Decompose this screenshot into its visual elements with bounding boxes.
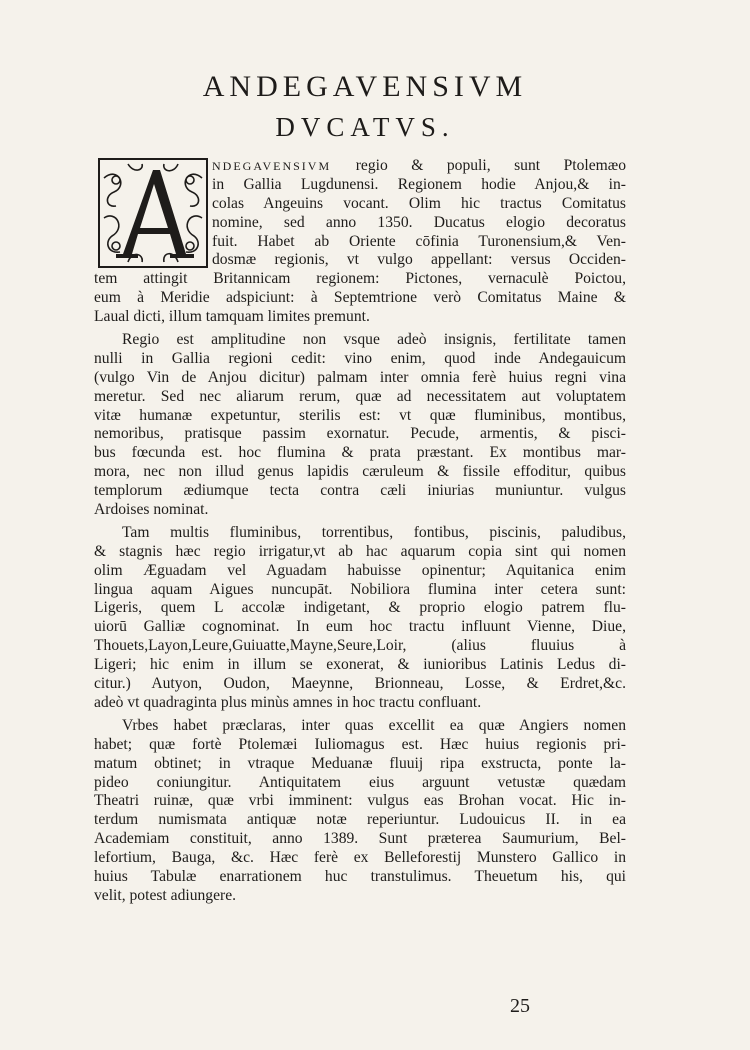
text-line xyxy=(94,562,626,581)
line-text: tem attingit Britannicam regionem: Pictones, vernaculè Poictou, xyxy=(94,270,626,288)
page-title: ANDEGAVENSIVM xyxy=(202,70,528,103)
line-text: olim Æguadam vel Aguadam habuisse opinentur; Aquitanica enim xyxy=(94,561,626,579)
line-text: mora, nec non illud genus lapidis cæruleum & fissile effoditur, quibus xyxy=(94,463,626,481)
text-line xyxy=(94,369,626,388)
text-line xyxy=(94,350,626,369)
text-line xyxy=(94,233,626,252)
line-text: eum à Meridie adspiciunt: à Septemtrione verò Comitatus Maine & xyxy=(94,289,626,307)
line-text: vitæ humanæ expetuntur, sterilis est: vt quæ fluminibus, montibus, xyxy=(94,406,626,424)
text-line xyxy=(94,289,626,308)
text-line xyxy=(94,736,626,755)
text-line xyxy=(94,501,626,520)
line-text: & stagnis hæc regio irrigatur,vt ab hac aquarum copia sint qui nomen xyxy=(94,542,626,560)
text-line xyxy=(94,792,626,811)
line-text: habet; quæ fortè Ptolemæi Iuliomagus est. Hæc huius regionis pri- xyxy=(94,735,626,753)
line-text: nemoribus, pratisque passim exornatur. Pecude, armentis, & pisci- xyxy=(94,425,626,443)
line-text: Tam multis fluminibus, torrentibus, fontibus, piscinis, paludibus, xyxy=(122,523,626,541)
line-text: lingua aquam Aigues nuncupāt. Nobiliora flumina inter cetera sunt: xyxy=(94,580,626,598)
line-text: Laual dicti, illum tamquam limites premunt. xyxy=(94,308,370,326)
text-line xyxy=(94,425,626,444)
text-line xyxy=(94,157,626,176)
text-line xyxy=(94,407,626,426)
line-text: dosmæ regionis, vt vulgo appellant: versus Occiden- xyxy=(212,251,626,269)
text-line xyxy=(94,811,626,830)
line-text: matum obtinet; in vtraque Meduanæ fluuij ripa exstructa, ponte la- xyxy=(94,754,626,772)
line-text: citur.) Autyon, Oudon, Maeynne, Brionneau, Losse, & Erdret,&c. xyxy=(94,675,626,693)
line-text: (vulgo Vin de Anjou dicitur) palmam inter omnia ferè huius regni vina xyxy=(94,368,626,386)
text-line xyxy=(94,618,626,637)
line-text: Theatri ruinæ, quæ vrbi imminent: vulgus eas Brohan vocat. Hic in- xyxy=(94,792,626,810)
line-text: fuit. Habet ab Oriente cōfinia Turonensium,& Ven- xyxy=(212,232,626,250)
text-line xyxy=(94,887,626,906)
first-word-smallcaps: NDEGAVENSIVM xyxy=(212,159,356,173)
line-text: Academiam constituit, anno 1389. Sunt præterea Saumurium, Bel- xyxy=(94,830,626,848)
line-text: templorum ædiumque tecta contra cæli iniurias muniuntur. vulgus xyxy=(94,482,626,500)
line-text: in Gallia Lugdunensi. Regionem hodie Anjou,& in- xyxy=(212,175,626,193)
line-text: huius Tabulæ enarrationem huc transtulimus. Theuetum his, qui xyxy=(94,867,626,885)
text-line xyxy=(94,524,626,543)
text-line xyxy=(94,543,626,562)
text-line xyxy=(94,270,626,289)
line-text: velit, potest adiungere. xyxy=(94,886,237,904)
text-line xyxy=(94,331,626,350)
text-line xyxy=(94,581,626,600)
line-text: Regio est amplitudine non vsque adeò insignis, fertilitate tamen xyxy=(122,331,626,349)
text-line xyxy=(94,308,626,327)
text-line xyxy=(94,694,626,713)
page-number: 25 xyxy=(510,995,530,1017)
text-line xyxy=(94,214,626,233)
line-text: Ligeri; hic enim in illum se exonerat, & iunioribus Latinis Ledus di- xyxy=(94,656,626,674)
line-text: Ardoises nominat. xyxy=(94,501,209,519)
line-text: terdum numismata antiquæ notæ reperiuntur. Ludouicus II. in ea xyxy=(94,811,626,829)
line-text: pideo coniungitur. Antiquitatem eius arguunt vetustæ quædam xyxy=(94,773,626,791)
line-text: regio & populi, sunt Ptolemæo xyxy=(355,157,626,174)
text-line xyxy=(94,868,626,887)
text-line xyxy=(94,176,626,195)
text-line xyxy=(94,830,626,849)
line-text: bus fœcunda est. hoc flumina & prata præstant. Ex montibus mar- xyxy=(94,444,626,462)
text-line xyxy=(94,599,626,618)
line-text: uiorū Galliæ cognominat. In eum hoc tractu influunt Vienne, Diue, xyxy=(94,618,626,636)
line-text: nomine, sed anno 1350. Ducatus elogio decoratus xyxy=(212,213,626,231)
text-line xyxy=(94,717,626,736)
line-text: meretur. Sed nec aliarum rerum, quæ ad necessitatem aut voluptatem xyxy=(94,387,626,405)
body-text xyxy=(94,157,626,906)
line-text: Thouets,Layon,Leure,Guiuatte,Mayne,Seure,Loir, (alius fluuius à xyxy=(94,637,626,655)
line-text: lefortium, Bauga, &c. Hæc ferè ex Belleforestij Munstero Gallico in xyxy=(94,849,626,867)
line-text: adeò vt quadraginta plus minùs amnes in hoc tractu confluant. xyxy=(94,693,482,711)
line-text: Vrbes habet præclaras, inter quas excellit ea quæ Angiers nomen xyxy=(122,716,626,734)
text-line xyxy=(94,195,626,214)
text-line xyxy=(94,849,626,868)
line-text: nulli in Gallia regioni cedit: vino enim, quod inde Andegauicum xyxy=(94,349,626,367)
text-line xyxy=(94,774,626,793)
text-line xyxy=(94,755,626,774)
text-line xyxy=(94,656,626,675)
line-text: colas Angeuins vocant. Olim hic tractus Comitatus xyxy=(212,194,626,212)
page-subtitle: DVCATVS. xyxy=(275,112,455,142)
text-line xyxy=(94,251,626,270)
line-text: Ligeris, quem L accolæ indigetant, & proprio elogio patrem flu- xyxy=(94,599,626,617)
text-line xyxy=(94,482,626,501)
text-line xyxy=(94,637,626,656)
text-line xyxy=(94,444,626,463)
text-line xyxy=(94,388,626,407)
text-line xyxy=(94,675,626,694)
text-line xyxy=(94,463,626,482)
